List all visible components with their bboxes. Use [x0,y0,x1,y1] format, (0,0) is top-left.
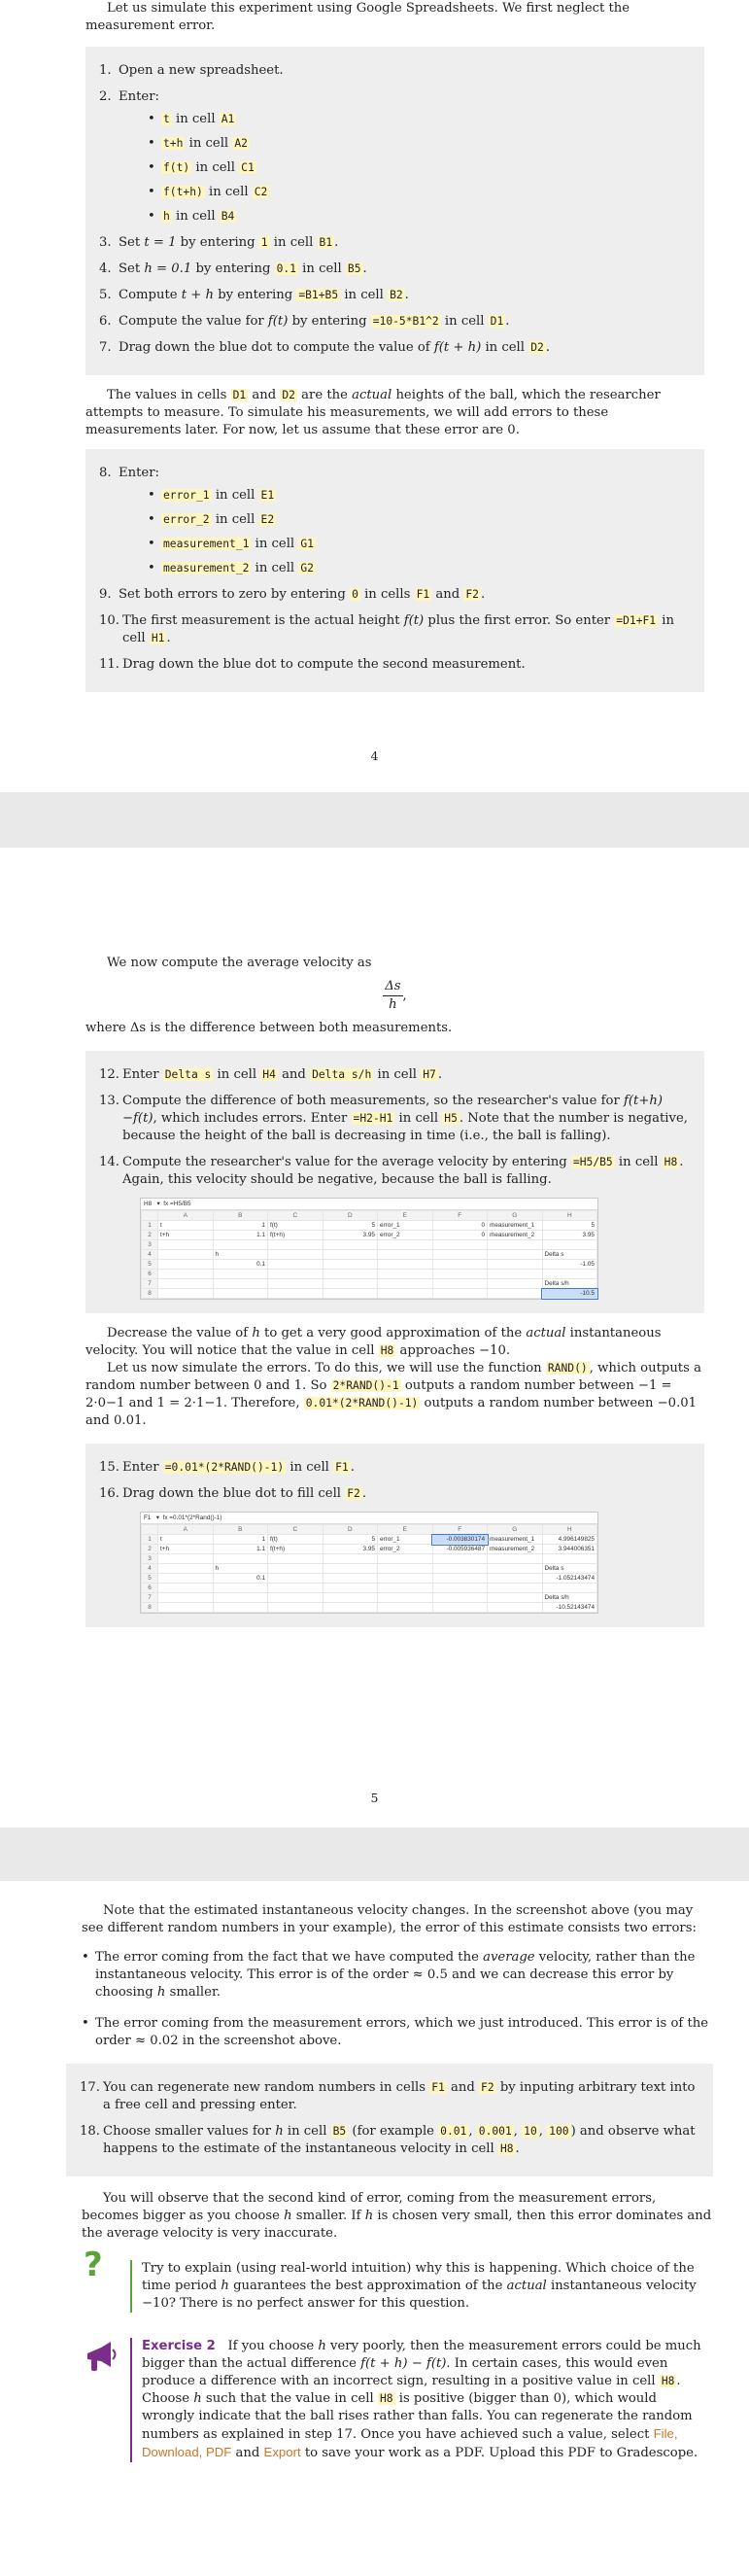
decrease-h-paragraph: Decrease the value of h to get a very good approximation of the actual instantaneous velocity. You will notice that the value in cell H8 approaches −10. [85,1326,662,1358]
question-block [82,2245,713,2313]
step-6: 6. Compute the value for f(t) by entering =10-5*B1^2 in cell D1 . [99,314,510,329]
steps-box-3 [85,1051,704,1313]
page-4 [0,0,749,792]
table-row: 3 [142,1240,597,1250]
bullet-icon: • [148,136,155,151]
enter-list [148,111,689,226]
export-link[interactable]: Export [263,2445,301,2459]
exercise-block [82,2338,713,2462]
page-number: 4 [370,748,379,763]
table-row: 8 -10.52143474 [142,1603,597,1613]
page-4-content [85,0,704,692]
bullet-icon: • [148,209,155,224]
step-4: 4. Set h = 0.1 by entering 0.1 in cell B5 . [99,261,367,276]
step-13: 13. Compute the difference of both measurements, so the researcher's value for f(t+h)−f(t), which includes errors. Enter =H2-H1 in cell H5 . Note that the number is negative, because the height of the ball is decreasing in time (i.e., the ball is falling). [99,1094,688,1143]
table-row: 3 [142,1554,597,1564]
table-row: 7 Delta s/h [142,1593,597,1603]
list-item: • t+h in cell A2 [148,136,248,151]
step-1 [99,62,689,80]
question-icon: ? [84,2245,103,2284]
step-number: 2. [99,89,112,104]
bullet-icon: • [148,561,155,575]
fraction [383,978,402,1014]
bullet-icon: • [148,185,155,199]
spreadsheet-grid: A B C D E F G H 1 t 1 f(t) 5 error_1 0 measurement_1 5 2 t+h 1.1 f(t+h) 3.95 error_2 0 measurement_2 3.95 3 4 h Delta s 5 0.1 -1.05 6 7 Delta s/h 8 -10.5 [141,1210,597,1299]
exercise-text: Exercise 2 If you choose h very poorly, then the measurement errors could be much bigger than the actual difference f(t + h) − f(t). In certain cases, this would even produce a difference with an incorrect sign, resulting in a positive value in cell H8 . Choose h such that the value in cell H8 is positive (bigger than 0), which would wrongly indicate that the ball rises rather than falls. You can regenerate the random numbers as explained in step 17. Once you have achieved such a value, select File, Download, PDF and Export to save your work as a PDF. Upload this PDF to Gradescope. [130,2338,713,2462]
list-item: • h in cell B4 [148,209,235,224]
bullet-icon: • [82,1950,89,1965]
errors-list [82,1949,713,2050]
list-item: • f(t+h) in cell C2 [148,185,268,199]
list-item: • error_2 in cell E2 [148,512,275,527]
table-row: 7 Delta s/h [142,1279,597,1289]
list-item: • error_1 in cell E1 [148,488,275,503]
formula-bar: F1 ▾ fx =0.01*(2*Rand()-1) [141,1513,597,1524]
spreadsheet-screenshot-2 [140,1512,598,1614]
bullet-icon: • [82,2016,89,2031]
step-18: 18. Choose smaller values for h in cell B5 (for example 0.01 , 0.001 , 10 , 100 ) and observe what happens to the estimate of the instantaneous velocity in cell H8 . [80,2124,696,2156]
step-11: 11. Drag down the blue dot to compute the second measurement. [99,657,526,672]
table-row: 4 h Delta s [142,1564,597,1574]
list-item: • The error coming from the measurement errors, which we just introduced. This error is of the order ≈ 0.02 in the screenshot above. [82,2016,709,2048]
spreadsheet-grid: A B C D E F G H 1 t 1 f(t) 5 error_1 -0.003830174 measurement_1 4.996149825 2 t+h 1.1 f(t+h) 3.95 error_2 -0.005936487 measurement_2 3.944006351 3 4 h Delta s 5 0.1 -1.052143474 6 7 Delta s/h 8 -10.52143474 [141,1524,597,1613]
list-item: • measurement_2 in cell G2 [148,561,314,575]
steps-box-2 [85,449,704,692]
enter-list [148,487,689,577]
table-row: 8 -10.5 [142,1289,597,1299]
list-item: • measurement_1 in cell G1 [148,537,314,551]
step-12: 12. Enter Delta s in cell H4 and Delta s/h in cell H7 . [99,1067,443,1082]
steps-box-5 [66,2064,713,2176]
page-6-content [82,1902,713,2462]
step-14: 14. Compute the researcher's value for the average velocity by entering =H5/B5 in cell H8 . Again, this velocity should be negative, because the ball is falling. [99,1155,684,1187]
step-10: 10. The first measurement is the actual height f(t) plus the first error. So enter =D1+F1 in cell H1 . [99,613,675,645]
table-row: 5 0.1 -1.052143474 [142,1574,597,1584]
two-errors-paragraph: Note that the estimated instantaneous velocity changes. In the screenshot above (you may see different random numbers in your example), the error of this estimate consists two errors: [82,1903,697,1935]
step-5: 5. Compute t + h by entering =B1+B5 in cell B2 . [99,288,409,302]
step-text: Enter: [119,89,159,104]
observe-paragraph: You will observe that the second kind of error, coming from the measurement errors, becomes bigger as you choose h smaller. If h is chosen very small, then this error dominates and the average velocity is very inaccurate. [82,2191,712,2241]
table-row: 6 [142,1584,597,1593]
list-item: • f(t) in cell C1 [148,160,255,175]
page-6 [0,1881,749,2576]
page-5-content [85,955,704,1627]
step-text: Open a new spreadsheet. [119,63,284,78]
fraction-denominator: h [389,997,397,1012]
steps-box-1 [85,47,704,375]
table-row: 2 t+h 1.1 f(t+h) 3.95 error_2 0 measurement_2 3.95 [142,1231,597,1240]
formula-bar: H8 ▾ fx =H5/B5 [141,1199,597,1210]
file-download-pdf-link[interactable]: File, Download, PDF [142,2426,678,2459]
table-row: 5 0.1 -1.05 [142,1260,597,1270]
step-17: 17. You can regenerate new random numbers in cells F1 and F2 by inputing arbitrary text into a free cell and pressing enter. [80,2080,696,2112]
step-9: 9. Set both errors to zero by entering 0 in cells F1 and F2 . [99,587,486,602]
step-3: 3. Set t = 1 by entering 1 in cell B1 . [99,235,339,250]
steps-box-4 [85,1444,704,1627]
page-5 [0,848,749,1828]
step-15: 15. Enter =0.01*(2*RAND()-1) in cell F1 . [99,1460,355,1475]
rand-paragraph: Let us now simulate the errors. To do this, we will use the function RAND() , which outputs a random number between 0 and 1. So 2*RAND()-1 outputs a random number between −1 = 2·0−1 and 1 = 2·1−1. Therefore, 0.01*(2*RAND()-1) outputs a random number between −0.01 and 0.01. [85,1361,701,1428]
bullet-icon: • [148,537,155,551]
step-8: 8. Enter: • error_1 in cell E1 • error_2 in cell E2 • measurement_1 in cell G1 • measurement_2 in cell G2 [99,465,689,577]
intro-paragraph: Let us simulate this experiment using Google Spreadsheets. We first neglect the measurement error. [85,1,630,33]
list-item: • t in cell A1 [148,112,235,126]
where-text: where Δs is the difference between both measurements. [85,1021,453,1035]
actual-heights-paragraph: The values in cells D1 and D2 are the actual heights of the ball, which the researcher attempts to measure. To simulate his measurements, we will add errors to these measurements later. For now, let us assume that these error are 0. [85,388,661,437]
list-item: • The error coming from the fact that we have computed the average velocity, rather than the instantaneous velocity. This error is of the order ≈ 0.5 and we can decrease this error by choosing h smaller. [82,1950,696,2000]
bullet-icon: • [148,112,155,126]
step-number: 1. [99,63,112,78]
velocity-equation: $\frac{\Delta s}{h}$ , [385,979,407,1012]
bullet-icon: • [148,488,155,503]
table-row: 2 t+h 1.1 f(t+h) 3.95 error_2 -0.005936487 measurement_2 3.944006351 [142,1545,597,1554]
step-7: 7. Drag down the blue dot to compute the value of f(t + h) in cell D2 . [99,340,550,355]
step-2 [99,88,689,226]
step-16: 16. Drag down the blue dot to fill cell F2 . [99,1486,367,1501]
exercise-label: Exercise 2 [142,2339,216,2353]
table-row: 1 t 1 f(t) 5 error_1 -0.003830174 measurement_1 4.996149825 [142,1535,597,1545]
fraction-numerator: Δs [383,978,402,996]
page-number: 5 [370,1791,379,1805]
spreadsheet-screenshot-1 [140,1198,598,1300]
table-row: 1 t 1 f(t) 5 error_1 0 measurement_1 5 [142,1221,597,1231]
table-row: 6 [142,1270,597,1279]
bullet-icon: • [148,512,155,527]
velocity-intro: We now compute the average velocity as [107,956,372,970]
megaphone-icon [82,2338,120,2377]
question-text: Try to explain (using real-world intuition) why this is happening. Which choice of the time period h guarantees the best approximation of the actual instantaneous velocity −10? There is no perfect answer for this question. [130,2260,713,2313]
table-row: 4 h Delta s [142,1250,597,1260]
bullet-icon: • [148,160,155,175]
